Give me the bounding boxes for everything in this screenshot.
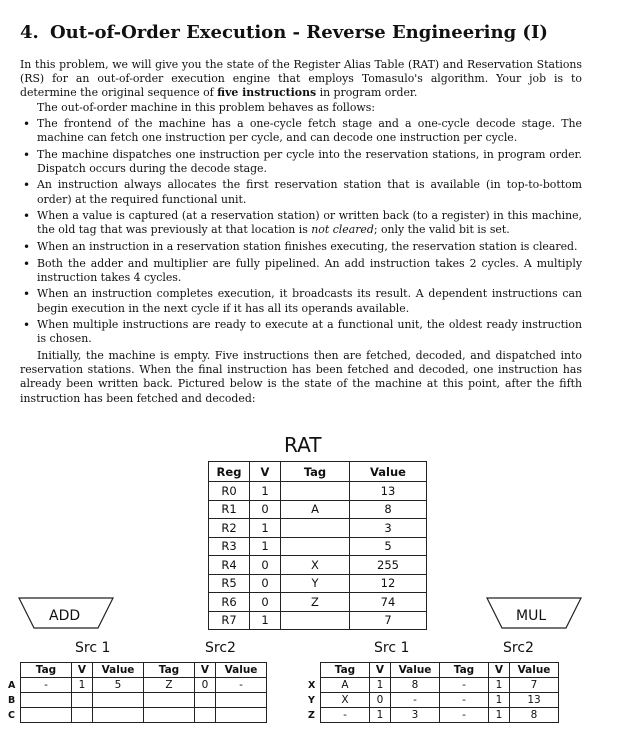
add-rs-label: C: [8, 709, 15, 721]
mul-src1-value-header: Value: [391, 663, 440, 678]
bullet-item: [37, 209, 582, 237]
mul-src2-value-header: Value: [510, 663, 559, 678]
rat-value-cell: 255: [350, 556, 427, 575]
add-unit-label: ADD: [49, 608, 81, 624]
rat-valid-cell: 1: [250, 519, 281, 538]
add-src2-v-header: V: [195, 663, 216, 678]
rat-tag-cell: Z: [281, 593, 350, 612]
add-rs-s1-v-cell: 1: [72, 678, 93, 693]
section-number: 4.: [20, 22, 39, 43]
add-rs-row-c: [8, 708, 267, 723]
bullet-item: • The machine dispatches one instruction per cycle into the reservation stations, in program order. Dispatch occurs during the decode stage.: [37, 148, 582, 176]
rat-valid-cell: 0: [250, 556, 281, 575]
mul-rs-s2-v-cell: 1: [489, 708, 510, 723]
bullet3-emphasis: not cleared: [311, 223, 374, 237]
rat-row-r2: [209, 519, 427, 538]
rat-header-reg: Reg: [209, 462, 250, 482]
rat-header-v: V: [250, 462, 281, 482]
rat-tag-cell: [281, 537, 350, 556]
rat-reg-cell: R7: [209, 611, 250, 630]
intro-text-b: in program order.: [316, 86, 418, 100]
section-heading: [20, 22, 548, 43]
bullet-item: • When an instruction completes execution, it broadcasts its result. A dependent instructions can begin execution in the next cycle if it has all its operands available.: [37, 287, 582, 315]
rat-header-value: Value: [350, 462, 427, 482]
mul-rs-s1-v-cell: 1: [370, 708, 391, 723]
add-src1-value-header: Value: [93, 663, 144, 678]
rat-row-r3: [209, 537, 427, 556]
rat-tag-cell: Y: [281, 574, 350, 593]
rat-reg-cell: R0: [209, 482, 250, 501]
rat-valid-cell: 1: [250, 537, 281, 556]
closing-paragraph: Initially, the machine is empty. Five instructions then are fetched, decoded, and dispatched into reservation stations. When the final instruction has been fetched and decoded, one instruction has already been written back. Pictured below is the state of the machine at this point, after the fifth instruction has been fetched and decoded:: [20, 348, 582, 405]
rat-row-r5: [209, 574, 427, 593]
rat-valid-cell: 0: [250, 574, 281, 593]
mul-rs-s1-val-cell: 3: [391, 708, 440, 723]
intro-bold: five instructions: [217, 86, 317, 100]
add-rs-s1-v-cell: [72, 708, 93, 723]
mul-rs-label: X: [308, 679, 316, 691]
rat-tag-cell: [281, 611, 350, 630]
add-src2-tag-header: Tag: [144, 663, 195, 678]
add-rs-row-b: [8, 693, 267, 708]
add-rs-s1-val-cell: 5: [93, 678, 144, 693]
add-rs-label: A: [8, 679, 16, 691]
rat-tag-cell: [281, 519, 350, 538]
rat-valid-cell: 1: [250, 482, 281, 501]
rat-valid-cell: 1: [250, 611, 281, 630]
mul-unit-label: MUL: [516, 608, 547, 624]
add-reservation-stations: [8, 662, 267, 723]
mul-src1-label: Src 1: [374, 640, 410, 656]
rat-reg-cell: R3: [209, 537, 250, 556]
rat-row-r6: [209, 593, 427, 612]
mul-rs-s1-v-cell: 0: [370, 693, 391, 708]
mul-rs-s2-val-cell: 13: [510, 693, 559, 708]
mul-rs-s2-tag-cell: -: [440, 693, 489, 708]
bullet-item: • When an instruction in a reservation station finishes executing, the reservation station is cleared.: [37, 240, 582, 254]
add-rs-s1-tag-cell: -: [21, 678, 72, 693]
rat-header-row: [209, 462, 427, 482]
mul-src2-tag-header: Tag: [440, 663, 489, 678]
add-rs-header-row: [8, 663, 267, 678]
mul-src1-tag-header: Tag: [321, 663, 370, 678]
add-src1-label: Src 1: [75, 640, 111, 656]
add-rs-s2-val-cell: -: [216, 678, 267, 693]
mul-rs-s1-tag-cell: A: [321, 678, 370, 693]
add-rs-s2-tag-cell: [144, 693, 195, 708]
mul-rs-row-z: [308, 708, 559, 723]
mul-rs-s2-tag-cell: -: [440, 678, 489, 693]
rat-tag-cell: X: [281, 556, 350, 575]
add-src2-value-header: Value: [216, 663, 267, 678]
rat-row-r1: [209, 500, 427, 519]
mul-src1-v-header: V: [370, 663, 391, 678]
behavior-list: [20, 117, 582, 347]
add-rs-s2-val-cell: [216, 693, 267, 708]
rat-value-cell: 7: [350, 611, 427, 630]
add-src2-label: Src2: [205, 640, 236, 656]
mul-rs-s1-val-cell: -: [391, 693, 440, 708]
add-rs-s2-val-cell: [216, 708, 267, 723]
add-rs-s1-tag-cell: [21, 693, 72, 708]
bullet-item: • The frontend of the machine has a one-cycle fetch stage and a one-cycle decode stage. The machine can fetch one instruction per cycle, and can decode one instruction per cycle.: [37, 117, 582, 145]
rat-value-cell: 3: [350, 519, 427, 538]
mul-rs-s1-v-cell: 1: [370, 678, 391, 693]
rat-tag-cell: [281, 482, 350, 501]
rat-value-cell: 74: [350, 593, 427, 612]
mul-rs-s2-val-cell: 8: [510, 708, 559, 723]
mul-rs-s2-tag-cell: -: [440, 708, 489, 723]
rat-row-r0: [209, 482, 427, 501]
rat-reg-cell: R5: [209, 574, 250, 593]
mul-rs-s2-val-cell: 7: [510, 678, 559, 693]
add-rs-s1-val-cell: [93, 693, 144, 708]
mul-src2-label: Src2: [503, 640, 534, 656]
section-title: Out-of-Order Execution - Reverse Engineering (I): [50, 22, 548, 43]
rat-value-cell: 8: [350, 500, 427, 519]
bullet3-text-b: ; only the valid bit is set.: [373, 223, 510, 237]
bullet-item: • Both the adder and multiplier are fully pipelined. An add instruction takes 2 cycles. A multiply instruction takes 4 cycles.: [37, 257, 582, 285]
rat-row-r4: [209, 556, 427, 575]
mul-rs-s2-v-cell: 1: [489, 693, 510, 708]
mul-rs-row-x: [308, 678, 559, 693]
add-rs-label: B: [8, 694, 16, 706]
mul-reservation-stations: [308, 662, 559, 723]
mul-rs-s1-tag-cell: X: [321, 693, 370, 708]
rat-valid-cell: 0: [250, 500, 281, 519]
add-rs-s2-v-cell: [195, 708, 216, 723]
rat-reg-cell: R6: [209, 593, 250, 612]
rat-value-cell: 13: [350, 482, 427, 501]
rat-reg-cell: R1: [209, 500, 250, 519]
mul-rs-label: Y: [308, 694, 315, 706]
mul-rs-s2-v-cell: 1: [489, 678, 510, 693]
bullet-item: • When multiple instructions are ready to execute at a functional unit, the oldest ready instruction is chosen.: [37, 318, 582, 346]
rat-reg-cell: R2: [209, 519, 250, 538]
intro-text-a: In this problem, we will give you the state of the Register Alias Table (RAT) and Reservation Stations (RS) for an out-of-order execution engine that employs Tomasulo's algorithm. Your job is to determine the original sequence of: [20, 58, 582, 100]
problem-text: [20, 58, 582, 406]
rat-header-tag: Tag: [281, 462, 350, 482]
add-rs-s1-tag-cell: [21, 708, 72, 723]
mul-rs-header-row: [308, 663, 559, 678]
mul-rs-label: Z: [308, 709, 315, 721]
bullet3-text-a: When a value is captured (at a reservation station) or written back (to a register) in this machine, the old tag that was previously at that location is: [37, 209, 582, 237]
rat-value-cell: 12: [350, 574, 427, 593]
rat-row-r7: [209, 611, 427, 630]
add-rs-s2-v-cell: 0: [195, 678, 216, 693]
rat-table: [208, 461, 427, 630]
behavior-intro: The out-of-order machine in this problem behaves as follows:: [37, 100, 375, 114]
mul-rs-s1-val-cell: 8: [391, 678, 440, 693]
rat-valid-cell: 0: [250, 593, 281, 612]
rat-reg-cell: R4: [209, 556, 250, 575]
add-rs-s2-v-cell: [195, 693, 216, 708]
bullet-item: • An instruction always allocates the first reservation station that is available (in top-to-bottom order) at the required functional unit.: [37, 178, 582, 206]
intro-paragraph: [20, 58, 582, 101]
add-rs-s1-v-cell: [72, 693, 93, 708]
mul-rs-s1-tag-cell: -: [321, 708, 370, 723]
rat-title: RAT: [284, 433, 322, 457]
mul-src2-v-header: V: [489, 663, 510, 678]
mul-rs-row-y: [308, 693, 559, 708]
add-src1-v-header: V: [72, 663, 93, 678]
add-rs-s2-tag-cell: [144, 708, 195, 723]
add-rs-s1-val-cell: [93, 708, 144, 723]
rat-value-cell: 5: [350, 537, 427, 556]
rat-tag-cell: A: [281, 500, 350, 519]
add-src1-tag-header: Tag: [21, 663, 72, 678]
add-rs-s2-tag-cell: Z: [144, 678, 195, 693]
add-rs-row-a: [8, 678, 267, 693]
